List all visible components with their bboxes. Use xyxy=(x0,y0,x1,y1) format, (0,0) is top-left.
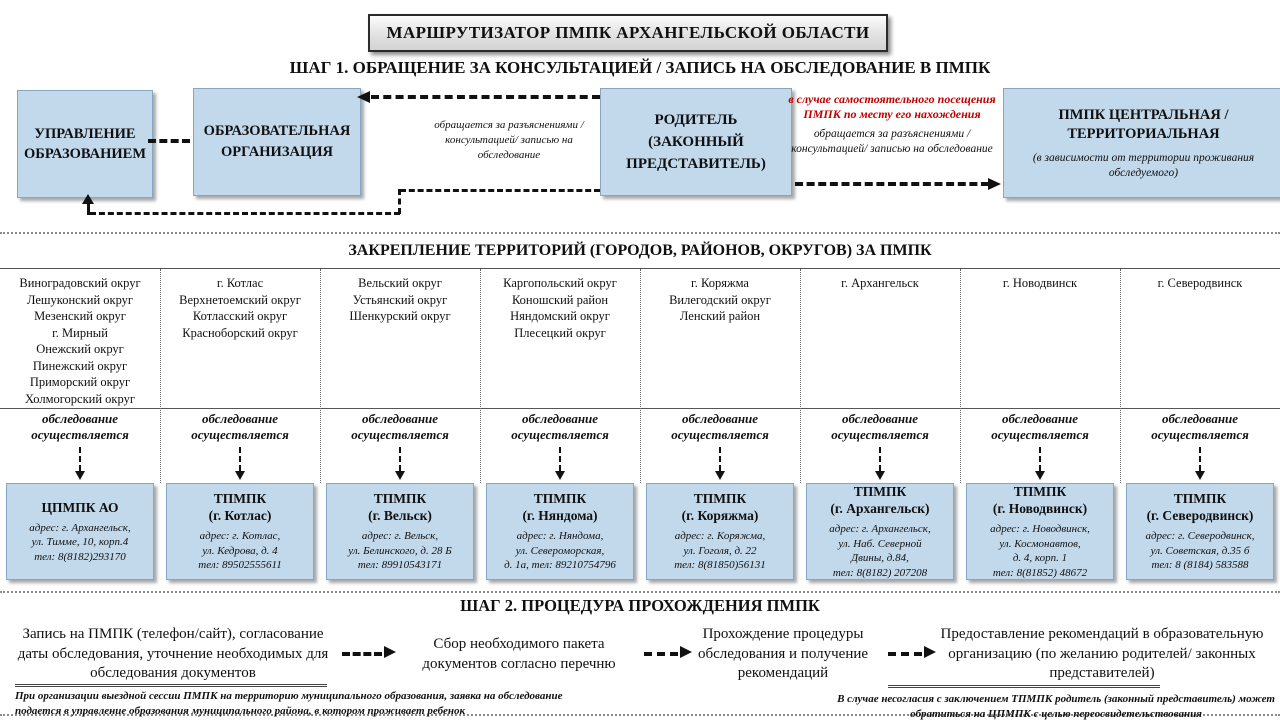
territory-column xyxy=(800,269,960,585)
pmpk-detail-line: тел: 8(81850)56131 xyxy=(674,559,766,572)
consult-annotation-left: обращается за разъяснениями / консультацией/ записью на обследование xyxy=(434,119,584,161)
down-arrow-icon xyxy=(395,444,405,483)
self-visit-warning: в случае самостоятельного посещения ПМПК по месту его нахождения xyxy=(788,92,996,121)
arrow-shaft xyxy=(79,447,81,471)
pmpk-contact-details xyxy=(198,529,281,573)
territory-area-list xyxy=(320,269,480,408)
pmpk-name xyxy=(42,499,119,516)
territory-area: Котласский округ xyxy=(192,309,288,323)
arrow-shaft xyxy=(1199,447,1201,471)
territory-area: Няндомский округ xyxy=(510,309,610,323)
pmpk-detail-line: ул. Белинского, д. 28 Б xyxy=(348,544,452,557)
arrow-shaft xyxy=(719,447,721,471)
pmpk-commission-box xyxy=(646,483,794,580)
down-arrow-icon xyxy=(875,444,885,483)
arrowhead-down-icon xyxy=(1035,471,1045,480)
pmpk-contact-details xyxy=(29,521,130,565)
pmpk-detail-line: ул. Наб. Северной xyxy=(838,537,922,550)
pmpk-detail-line: ул. Кедрова, д. 4 xyxy=(202,544,278,557)
arrow-shaft xyxy=(559,447,561,471)
pmpk-detail-line: д. 4, корп. 1 xyxy=(1012,552,1068,564)
territory-columns xyxy=(0,269,1280,585)
territory-area: г. Архангельск xyxy=(841,276,919,290)
arrowhead-down-icon xyxy=(555,471,565,480)
exam-performed-label: обследование осуществляется xyxy=(191,411,289,442)
territory-area: Устьянский округ xyxy=(352,292,448,307)
step2-block-examination: Прохождение процедуры обследования и получение рекомендаций xyxy=(697,626,869,681)
pmpk-name-line: (г. Северодвинск) xyxy=(1146,508,1254,524)
territory-area-list xyxy=(960,269,1120,408)
pmpk-name xyxy=(209,490,272,524)
pmpk-detail-line: тел: 8(8182) 207208 xyxy=(832,566,928,579)
territory-area-list xyxy=(480,269,640,408)
arrowhead-right-icon xyxy=(988,178,1001,190)
pmpk-detail-line: ул. Космонавтов, xyxy=(999,537,1081,550)
arrow-shaft xyxy=(879,447,881,471)
pmpk-detail-line: адрес: г. Вельск, xyxy=(361,530,439,543)
pmpk-name-line: (г. Коряжма) xyxy=(681,508,759,524)
territory-area-list xyxy=(0,269,160,408)
exam-performed-label: обследование осуществляется xyxy=(1151,411,1249,442)
pmpk-detail-line: адрес: г. Няндома, xyxy=(516,530,604,543)
return-path-horizontal xyxy=(90,212,400,215)
box-parent: РОДИТЕЛЬ (ЗАКОННЫЙ ПРЕДСТАВИТЕЛЬ) xyxy=(600,88,792,196)
territory-area: Онежский округ xyxy=(36,342,124,356)
arrow-parent-to-organization xyxy=(371,95,600,99)
pmpk-detail-line: д. 1а, тел: 89210754796 xyxy=(504,559,616,572)
pmpk-contact-details xyxy=(348,529,451,573)
down-arrow-icon xyxy=(555,444,565,483)
pmpk-commission-box xyxy=(6,483,154,580)
territory-area: Холмогорский округ xyxy=(25,391,135,406)
arrowhead-down-icon xyxy=(875,471,885,480)
territory-column xyxy=(1120,269,1280,585)
territory-area: Вилегодский округ xyxy=(669,292,771,307)
territory-column xyxy=(320,269,480,585)
arrowhead-right-icon xyxy=(924,646,936,658)
step2-block-documents: Сбор необходимого пакета документов согласно перечню xyxy=(422,636,616,672)
territory-column xyxy=(640,269,800,585)
pmpk-name-line: ТПМПК xyxy=(1173,491,1227,507)
box-pmpk-central-territorial xyxy=(1003,88,1280,198)
exam-performed-label: обследование осуществляется xyxy=(991,411,1089,442)
pmpk-name-line: ТПМПК xyxy=(373,491,427,507)
arrow-shaft xyxy=(239,447,241,471)
arrow-shaft xyxy=(1039,447,1041,471)
link-management-organization xyxy=(148,139,190,143)
pmpk-contact-details xyxy=(504,529,616,573)
pmpk-contact-details xyxy=(990,522,1090,580)
pmpk-detail-line: адрес: г. Котлас, xyxy=(199,530,281,543)
territory-area-list xyxy=(160,269,320,408)
exam-performed-label: обследование осуществляется xyxy=(31,411,129,442)
down-arrow-icon xyxy=(235,444,245,483)
pmpk-name-line: ТПМПК xyxy=(693,491,747,507)
section-divider xyxy=(0,591,1280,593)
territory-area: г. Мирный xyxy=(52,325,108,340)
arrowhead-right-icon xyxy=(680,646,692,658)
territory-column xyxy=(480,269,640,585)
pmpk-detail-line: Двины, д.84, xyxy=(851,552,909,564)
pmpk-detail-line: ул. Советская, д.35 б xyxy=(1150,544,1250,557)
down-arrow-icon xyxy=(1195,444,1205,483)
pmpk-detail-line: адрес: г. Коряжма, xyxy=(674,530,766,543)
territory-area: Вельский округ xyxy=(358,276,442,290)
pmpk-detail-line: ул. Североморская, xyxy=(515,544,605,557)
pmpk-commission-box xyxy=(966,483,1114,580)
return-path-vertical xyxy=(398,189,401,214)
pmpk-name-line: ТПМПК xyxy=(213,491,267,507)
return-path-stub xyxy=(400,189,600,192)
arrow-shaft xyxy=(399,447,401,471)
territory-area-list xyxy=(1120,269,1280,408)
territory-column xyxy=(0,269,160,585)
pmpk-detail-line: тел: 8 (8184) 583588 xyxy=(1151,559,1249,572)
territory-area: Приморский округ xyxy=(29,375,131,389)
territory-area: Верхнетоемский округ xyxy=(179,292,301,307)
territory-area-list xyxy=(640,269,800,408)
return-path-up-segment xyxy=(87,203,90,215)
arrow-parent-to-pmpk xyxy=(795,182,989,186)
territory-area: Шенкурский округ xyxy=(349,309,451,323)
exam-performed-label: обследование осуществляется xyxy=(351,411,449,442)
territory-area: Пинежский округ xyxy=(32,358,128,373)
pmpk-name-line: ЦПМПК АО xyxy=(41,499,119,515)
arrowhead-down-icon xyxy=(395,471,405,480)
step2-block-registration: Запись на ПМПК (телефон/сайт), согласование даты обследования, уточнение необходимых для обследования документов xyxy=(17,626,329,681)
step1-heading: ШАГ 1. ОБРАЩЕНИЕ ЗА КОНСУЛЬТАЦИЕЙ / ЗАПИСЬ НА ОБСЛЕДОВАНИЕ В ПМПК xyxy=(289,58,991,77)
pmpk-name-line: (г. Архангельск) xyxy=(830,501,930,516)
down-arrow-icon xyxy=(1035,444,1045,483)
self-visit-annotation xyxy=(781,92,1003,157)
arrowhead-right-icon xyxy=(384,646,396,658)
down-arrow-icon xyxy=(715,444,725,483)
pmpk-detail-line: адрес: г. Северодвинск, xyxy=(1145,530,1255,543)
pmpk-name xyxy=(830,483,929,517)
exam-performed-label: обследование осуществляется xyxy=(671,411,769,442)
territory-area: г. Новодвинск xyxy=(1002,276,1078,290)
arrowhead-up-icon xyxy=(82,194,94,204)
territories-heading: ЗАКРЕПЛЕНИЕ ТЕРРИТОРИЙ (ГОРОДОВ, РАЙОНОВ, ОКРУГОВ) ЗА ПМПК xyxy=(348,242,932,259)
consult-annotation-right: обращается за разъяснениями / консультацией/ записью на обследование xyxy=(791,128,993,155)
pmpk-commission-box xyxy=(166,483,314,580)
pmpk-box-title: ПМПК ЦЕНТРАЛЬНАЯ / ТЕРРИТОРИАЛЬНАЯ xyxy=(1058,106,1229,142)
pmpk-name-line: (г. Новодвинск) xyxy=(992,501,1088,516)
pmpk-detail-line: тел: 89910543171 xyxy=(357,559,443,572)
box-educational-organization: ОБРАЗОВАТЕЛЬНАЯ ОРГАНИЗАЦИЯ xyxy=(193,88,361,196)
pmpk-detail-line: ул. Гоголя, д. 22 xyxy=(683,544,757,557)
pmpk-commission-box xyxy=(1126,483,1274,580)
territory-area: Лешуконский округ xyxy=(26,292,134,307)
pmpk-name xyxy=(522,490,597,524)
pmpk-name-line: (г. Няндома) xyxy=(522,508,598,524)
arrowhead-down-icon xyxy=(235,471,245,480)
pmpk-box-note: (в зависимости от территории проживания обследуемого) xyxy=(1032,151,1255,179)
section-divider xyxy=(0,232,1280,234)
pmpk-contact-details xyxy=(829,522,930,580)
territory-area-list xyxy=(800,269,960,408)
pmpk-name xyxy=(993,483,1087,517)
territory-area: Виноградовский округ xyxy=(19,276,141,290)
territory-area: Коношский район xyxy=(511,292,609,307)
pmpk-detail-line: ул. Тимме, 10, корп.4 xyxy=(31,536,129,549)
page-title: МАРШРУТИЗАТОР ПМПК АРХАНГЕЛЬСКОЙ ОБЛАСТИ xyxy=(368,14,888,52)
arrowhead-down-icon xyxy=(715,471,725,480)
down-arrow-icon xyxy=(75,444,85,483)
arrowhead-down-icon xyxy=(75,471,85,480)
exam-performed-label: обследование осуществляется xyxy=(511,411,609,442)
pmpk-detail-line: тел: 89502555611 xyxy=(198,559,282,572)
pmpk-detail-line: адрес: г. Новодвинск, xyxy=(990,523,1090,535)
underline-rule xyxy=(888,685,1160,688)
territory-area: г. Котлас xyxy=(216,276,264,290)
footnote-right: В случае несогласия с заключением ТПМПК родитель (законный представитель) может обратиться на ЦПМПК с целью переосвидетельствования xyxy=(837,693,1275,720)
territory-column xyxy=(960,269,1120,585)
flow-arrow xyxy=(342,652,382,656)
pmpk-detail-line: адрес: г. Архангельск, xyxy=(29,521,131,534)
territory-area: г. Коряжма xyxy=(691,276,749,290)
pmpk-name-line: ТПМПК xyxy=(1013,484,1067,499)
arrowhead-down-icon xyxy=(1195,471,1205,480)
pmpk-name-line: ТПМПК xyxy=(533,491,587,507)
pmpk-detail-line: тел: 8(8182)293170 xyxy=(34,550,126,563)
territory-area: Мезенский округ xyxy=(34,309,126,323)
territory-area: Каргопольский округ xyxy=(503,276,617,290)
territory-area: Ленский район xyxy=(679,309,761,323)
pmpk-name-line: (г. Котлас) xyxy=(208,508,272,524)
pmpk-name xyxy=(682,490,759,524)
pmpk-contact-details xyxy=(1145,529,1254,573)
underline-rule xyxy=(15,684,327,687)
pmpk-commission-box xyxy=(806,483,954,580)
territory-column xyxy=(160,269,320,585)
pmpk-detail-line: адрес: г. Архангельск, xyxy=(829,523,931,535)
exam-performed-label: обследование осуществляется xyxy=(831,411,929,442)
flow-arrow xyxy=(888,652,922,656)
territory-area: г. Северодвинск xyxy=(1157,276,1243,290)
pmpk-name-line: (г. Вельск) xyxy=(368,508,432,524)
territory-area: Плесецкий округ xyxy=(514,325,606,340)
pmpk-name xyxy=(1147,490,1254,524)
arrowhead-left-icon xyxy=(357,91,370,103)
pmpk-commission-box xyxy=(486,483,634,580)
step2-heading: ШАГ 2. ПРОЦЕДУРА ПРОХОЖДЕНИЯ ПМПК xyxy=(460,596,820,615)
box-education-management: УПРАВЛЕНИЕ ОБРАЗОВАНИЕМ xyxy=(17,90,153,198)
step2-block-recommendations: Предоставление рекомендаций в образовательную организацию (по желанию родителей/ законных представителей) xyxy=(940,626,1264,681)
pmpk-name-line: ТПМПК xyxy=(853,484,907,499)
pmpk-contact-details xyxy=(674,529,766,573)
pmpk-commission-box xyxy=(326,483,474,580)
flow-arrow xyxy=(644,652,678,656)
pmpk-detail-line: тел: 8(81852) 48672 xyxy=(992,566,1088,579)
pmpk-name xyxy=(368,490,432,524)
territory-area: Красноборский округ xyxy=(182,325,298,340)
footnote-left: При организации выездной сессии ПМПК на территорию муниципального образования, заявка на обследование подается в управление образования муниципального района, в котором проживает ребенок xyxy=(15,690,563,717)
